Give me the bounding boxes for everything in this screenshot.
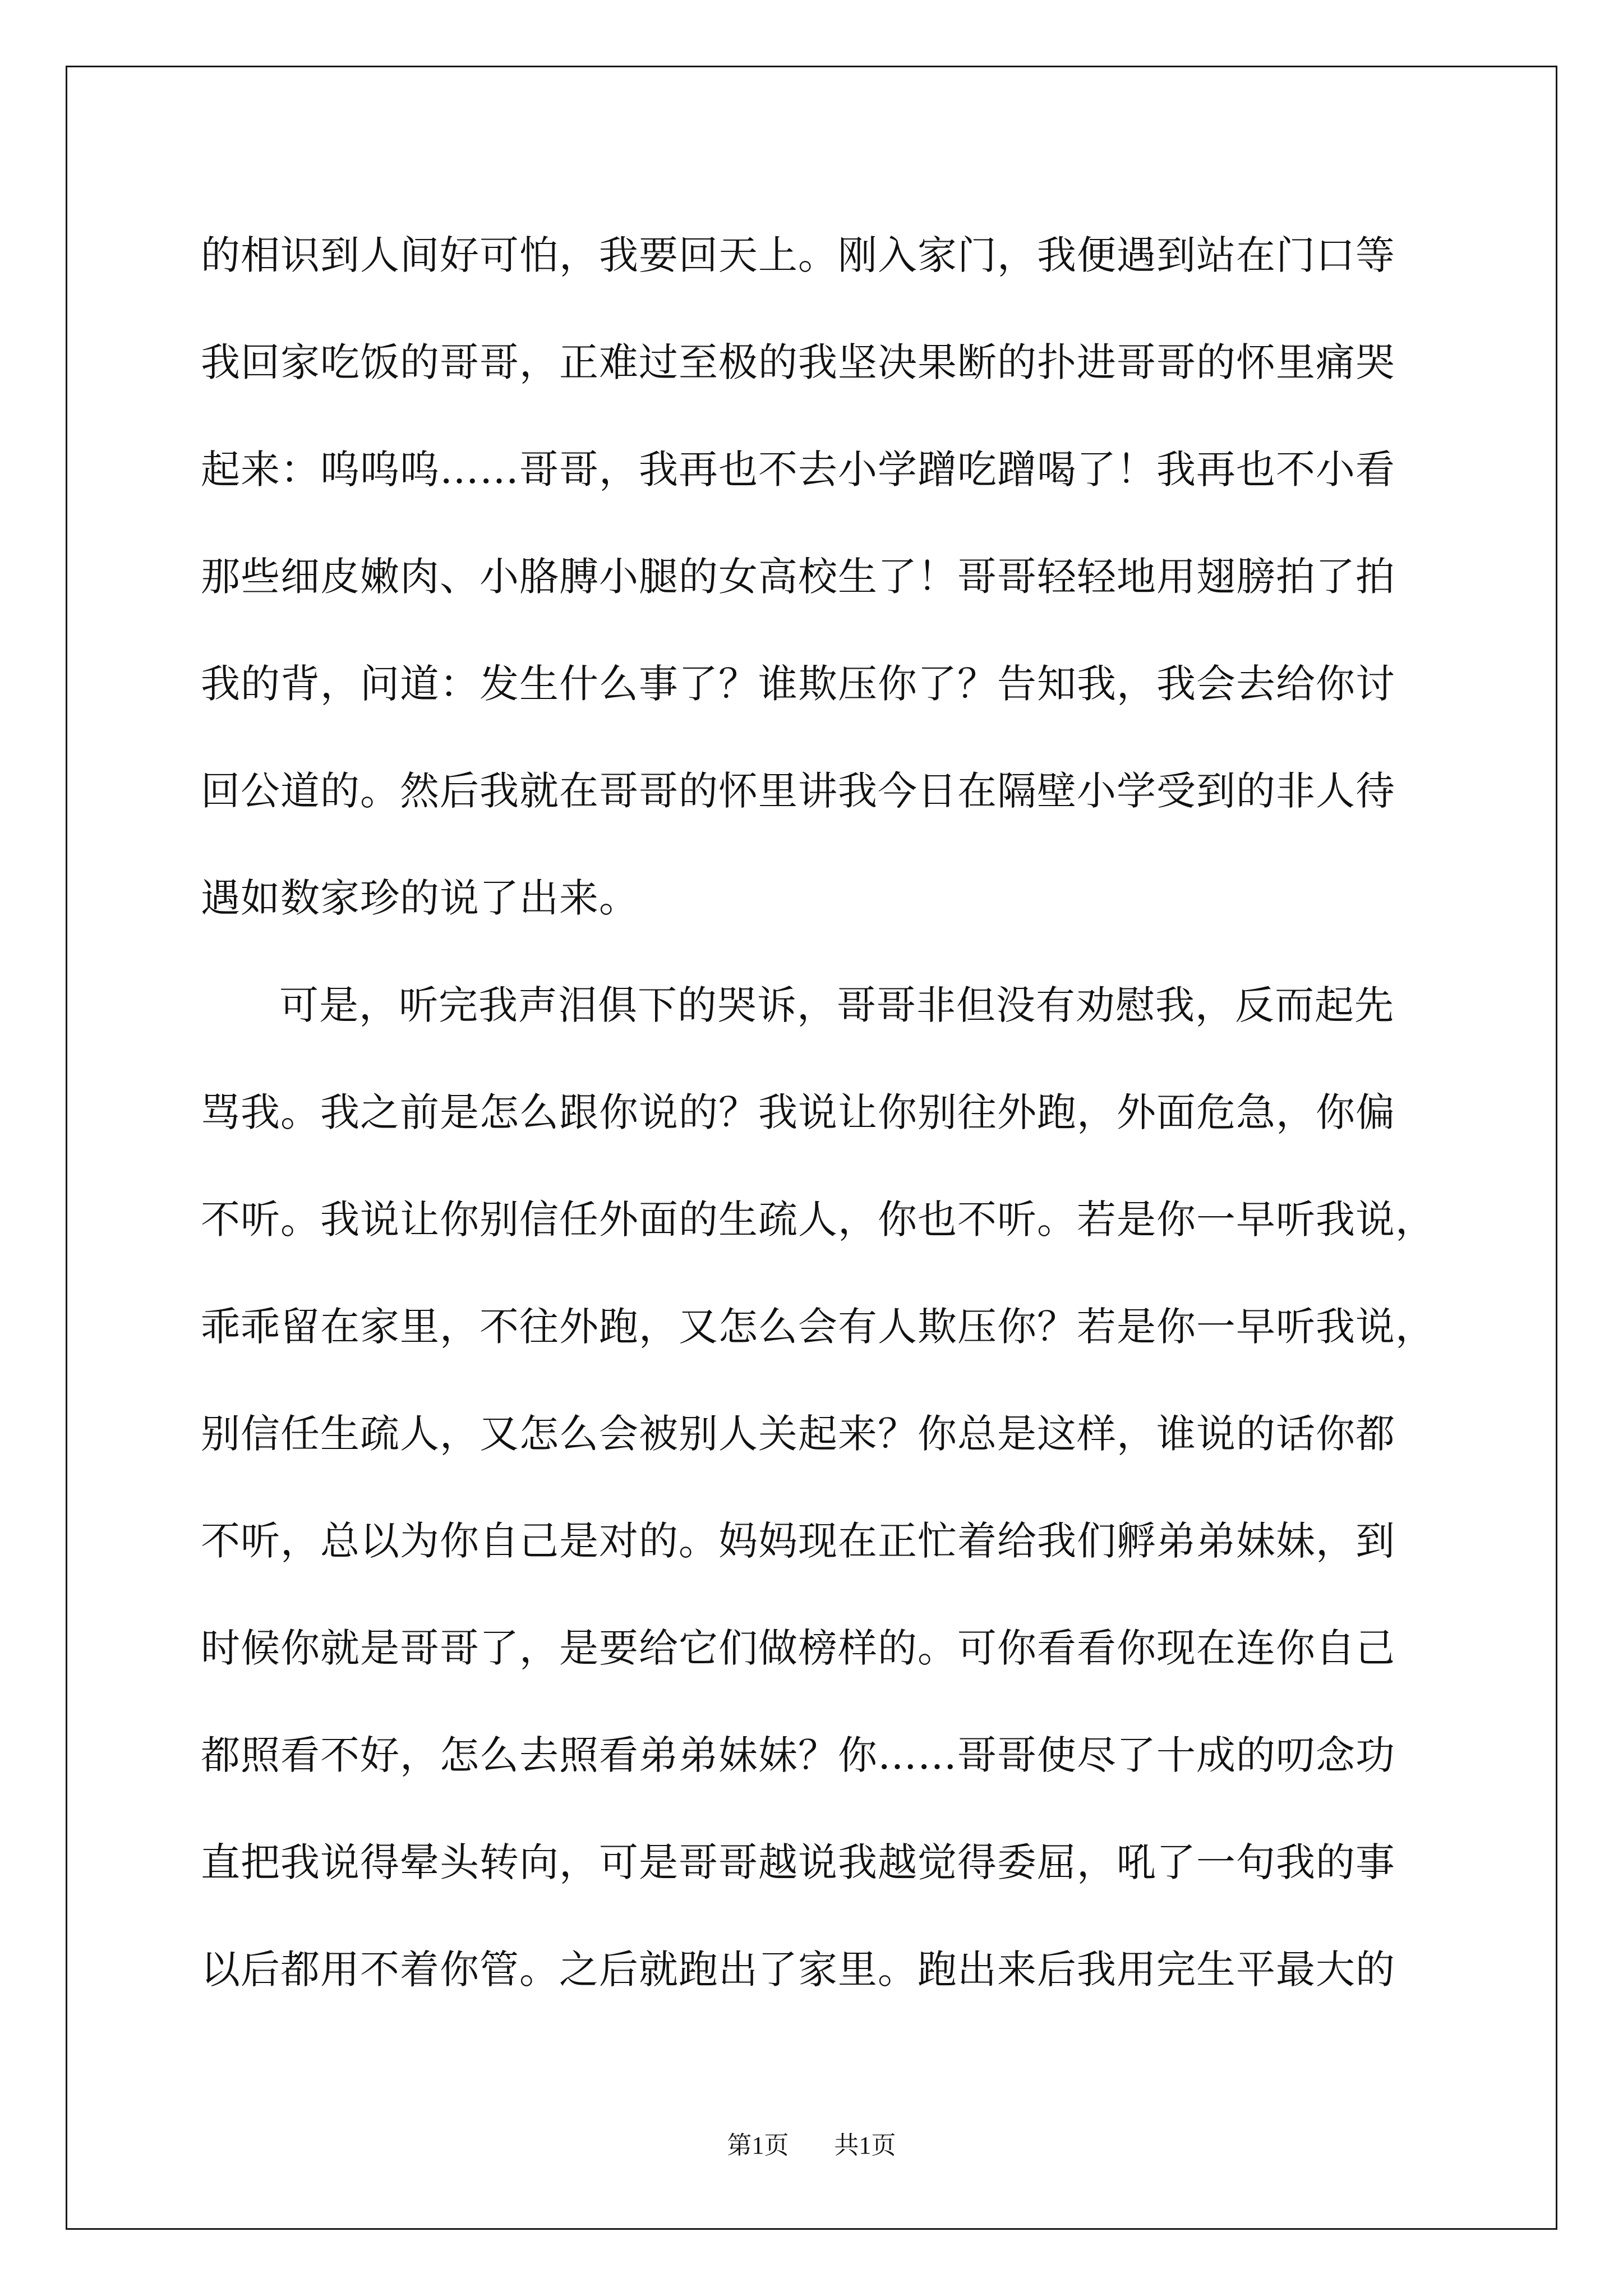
text-line: 我回家吃饭的哥哥，正难过至极的我坚决果断的扑进哥哥的怀里痛哭 [201, 339, 1395, 385]
page-total: 共1页 [834, 2132, 896, 2159]
page-number: 第1页 [727, 2132, 789, 2159]
text-line: 直把我说得晕头转向，可是哥哥越说我越觉得委屈，吼了一句我的事 [201, 1839, 1395, 1885]
page-footer [0, 2129, 1623, 2162]
text-line: 别信任生疏人，又怎么会被别人关起来？你总是这样，谁说的话你都 [201, 1411, 1395, 1457]
text-line: 骂我。我之前是怎么跟你说的？我说让你别往外跑，外面危急，你偏 [201, 1089, 1395, 1135]
text-line: 乖乖留在家里，不往外跑，又怎么会有人欺压你？若是你一早听我说， [201, 1304, 1435, 1350]
text-line: 时候你就是哥哥了，是要给它们做榜样的。可你看看你现在连你自己 [201, 1625, 1395, 1671]
text-line: 回公道的。然后我就在哥哥的怀里讲我今日在隔壁小学受到的非人待 [201, 768, 1395, 814]
text-line: 以后都用不着你管。之后就跑出了家里。跑出来后我用完生平最大的 [201, 1947, 1395, 1993]
document-body [201, 202, 1435, 2023]
text-line: 的相识到人间好可怕，我要回天上。刚入家门，我便遇到站在门口等 [201, 232, 1395, 278]
text-line: 那些细皮嫩肉、小胳膊小腿的女高校生了！哥哥轻轻地用翅膀拍了拍 [201, 554, 1395, 600]
text-line: 遇如数家珍的说了出来。 [201, 875, 639, 921]
text-line: 起来：呜呜呜……哥哥，我再也不去小学蹭吃蹭喝了！我再也不小看 [201, 447, 1395, 493]
text-line: 都照看不好，怎么去照看弟弟妹妹？你……哥哥使尽了十成的叨念功 [201, 1732, 1395, 1778]
text-line: 可是，听完我声泪俱下的哭诉，哥哥非但没有劝慰我，反而起先 [279, 982, 1394, 1028]
text-line: 我的背，问道：发生什么事了？谁欺压你了？告知我，我会去给你讨 [201, 661, 1395, 707]
text-line: 不听，总以为你自己是对的。妈妈现在正忙着给我们孵弟弟妹妹，到 [201, 1518, 1395, 1564]
text-line: 不听。我说让你别信任外面的生疏人，你也不听。若是你一早听我说， [201, 1197, 1435, 1243]
